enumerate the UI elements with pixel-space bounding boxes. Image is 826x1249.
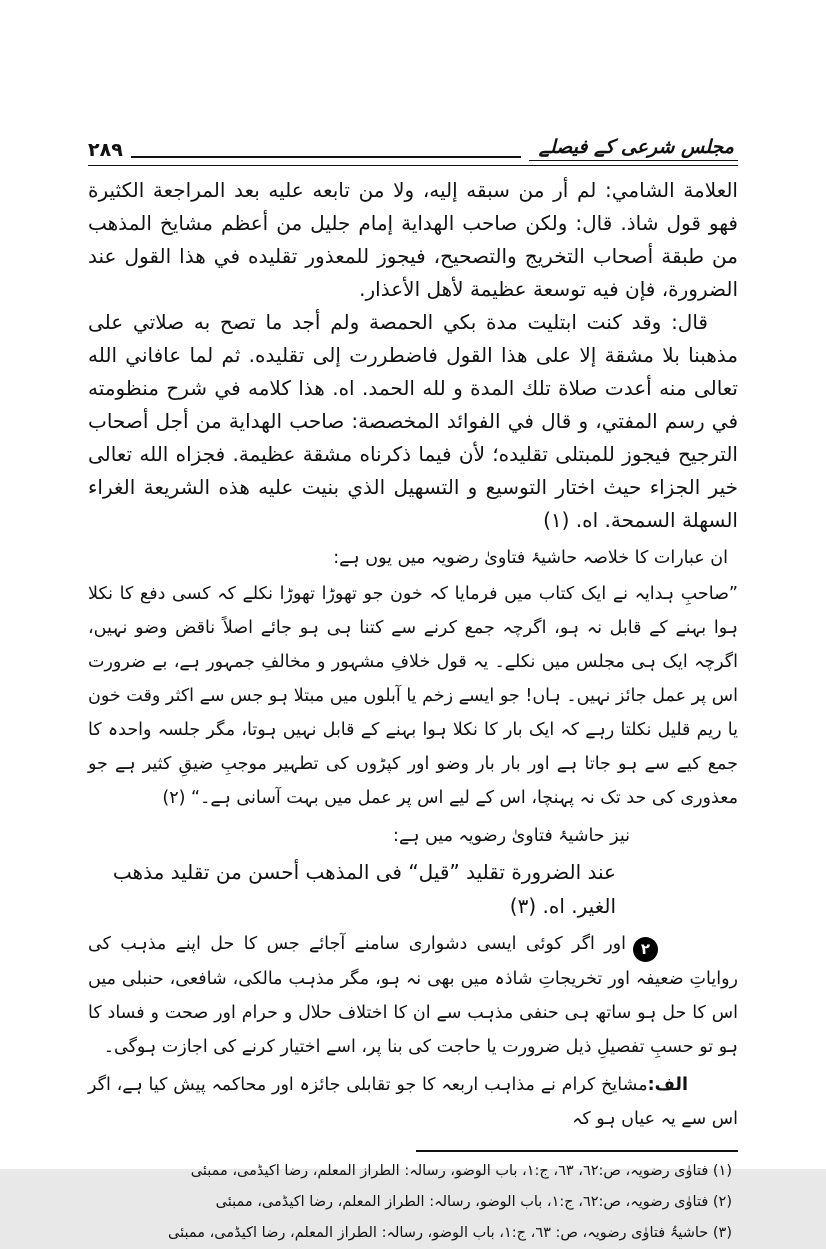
header-rule-full bbox=[88, 165, 738, 166]
arabic-quote-line: عند الضرورة تقليد ”قيل“ فى المذهب أحسن من تقليد مذهب الغير. اه. (۳) bbox=[112, 860, 616, 918]
clause-alif-text: مشایخ کرام نے مذاہب اربعہ کا جو تقابلی جائزہ اور محاکمہ پیش کیا ہے، اگر اس سے یہ عیاں ہو کہ bbox=[88, 1074, 738, 1129]
book-title: مجلس شرعی کے فیصلے bbox=[529, 136, 738, 161]
clause-2-paragraph bbox=[88, 927, 738, 1064]
footnote-3: (۳) حاشیۃُ فتاوٰی رضویہ، ص: ٦٣، ج:١، باب الوضو، رسالہ: الطراز المعلم، رضا اکیڈمی، ممبئی bbox=[168, 1224, 732, 1241]
urdu-quote-paragraph: ”صاحبِ ہدایہ نے ایک کتاب میں فرمایا کہ خون جو تھوڑا تھوڑا نکلے کہ کسی دفع کا نکلا ہوا بہنے کے قابل نہ ہو، اگرچہ جمع کرنے سے کتنا ہی ہو جائے اصلاً ناقض وضو نہیں، اگرچہ ایک ہی مجلس میں نکلے۔ یہ قول خلافِ مشہور و مخالفِ جمہور ہے، بے ضرورت اس پر عمل جائز نہیں۔ ہاں! جو ایسے زخم یا آبلوں میں مبتلا ہو جس سے اکثر وقت خون یا ریم قلیل نکلتا رہے کہ ایک بار کا نکلا ہوا بہنے کے قابل نہیں ہوتا، مگر جلسہ واحدہ کا جمع کیے سے ہو جاتا ہے اور بار بار وضو اور کپڑوں کی تطہیر موجبِ ضیقِ کثیر ہے جو معذوری کی حد تک نہ پہنچا، اس کے لیے اس پر عمل میں بہت آسانی ہے۔“ (۲) bbox=[88, 584, 738, 808]
footnote-2: (۲) فتاوٰی رضویہ، ص:٦٢، ج:١، باب الوضو، رسالہ: الطراز المعلم، رضا اکیڈمی، ممبئی bbox=[215, 1193, 732, 1210]
footnote-1: (۱) فتاوٰی رضویہ، ص:٦٢، ٦٣، ج:١، باب الوضو، رسالہ: الطراز المعلم، رضا اکیڈمی، ممبئی bbox=[190, 1162, 732, 1179]
clause-alif-paragraph bbox=[88, 1068, 738, 1136]
alif-marker: الف: bbox=[647, 1074, 688, 1095]
arabic-passage-1: العلامة الشامي: لم أر من سبقه إليه، ولا من تابعه عليه بعد المراجعة الكثيرة فهو قول شاذ. قال: ولكن صاحب الهداية إمام جليل من أعظم مشايخ المذهب من طبقة أصحاب التخريج والتصحيح، فيجوز للمعذور تقليده في هذا القول عند الضرورة، فإن فيه توسعة عظيمة لأهل الأعذار. bbox=[88, 178, 738, 301]
footnotes-section bbox=[88, 1156, 738, 1249]
arabic-passage-2: قال: وقد كنت ابتليت مدة بكي الحمصة ولم أجد ما تصح به صلاتي على مذهبنا بلا مشقة إلا على هذا القول فاضطررت إلى تقليده. ثم لما عافاني الله تعالى منه أعدت صلاة تلك المدة و لله الحمد. اه. هذا كلامه في شرح منظومته في رسم المفتي، و قال في الفوائد المخصصة: صاحب الهداية من أجل أصحاب الترجيح فيجوز للمبتلى تقليده؛ لأن فيما ذكرناه مشقة عظيمة. فجزاه الله تعالى خير الجزاء حيث اختار التوسيع و التسهيل الذي بنيت عليه هذه الشريعة الغراء السهلة السمحة. اه. (۱) bbox=[88, 310, 738, 532]
urdu-heading-khulasa: ان عبارات کا خلاصہ حاشیۂ فتاویٰ رضویہ میں یوں ہے: bbox=[333, 548, 728, 568]
footnote-separator bbox=[416, 1150, 738, 1152]
clause-2-text: اور اگر کوئی ایسی دشواری سامنے آجائے جس کا حل اپنے مذہب کی روایاتِ ضعیفہ اور تخریجاتِ شاذہ میں بھی نہ ہو، مگر مذہب مالکی، شافعی، حنبلی میں اس کا حل ہو ساتھ ہی حنفی مذہب سے ان کا اختلاف حلال و حرام اور صحت و فساد کا ہو تو حسبِ تفصیلِ ذیل ضرورت یا حاجت کی بنا پر، اسے اختیار کرنے کی اجازت ہوگی۔ bbox=[88, 934, 738, 1057]
page-content bbox=[88, 136, 738, 1249]
urdu-heading-niz: نیز حاشیۂ فتاویٰ رضویہ میں ہے: bbox=[393, 826, 630, 846]
header-rule-middle bbox=[131, 155, 521, 158]
page-number: ۲۸۹ bbox=[88, 139, 123, 161]
page-header bbox=[88, 136, 738, 161]
item-number-badge: ۲ bbox=[633, 937, 658, 962]
